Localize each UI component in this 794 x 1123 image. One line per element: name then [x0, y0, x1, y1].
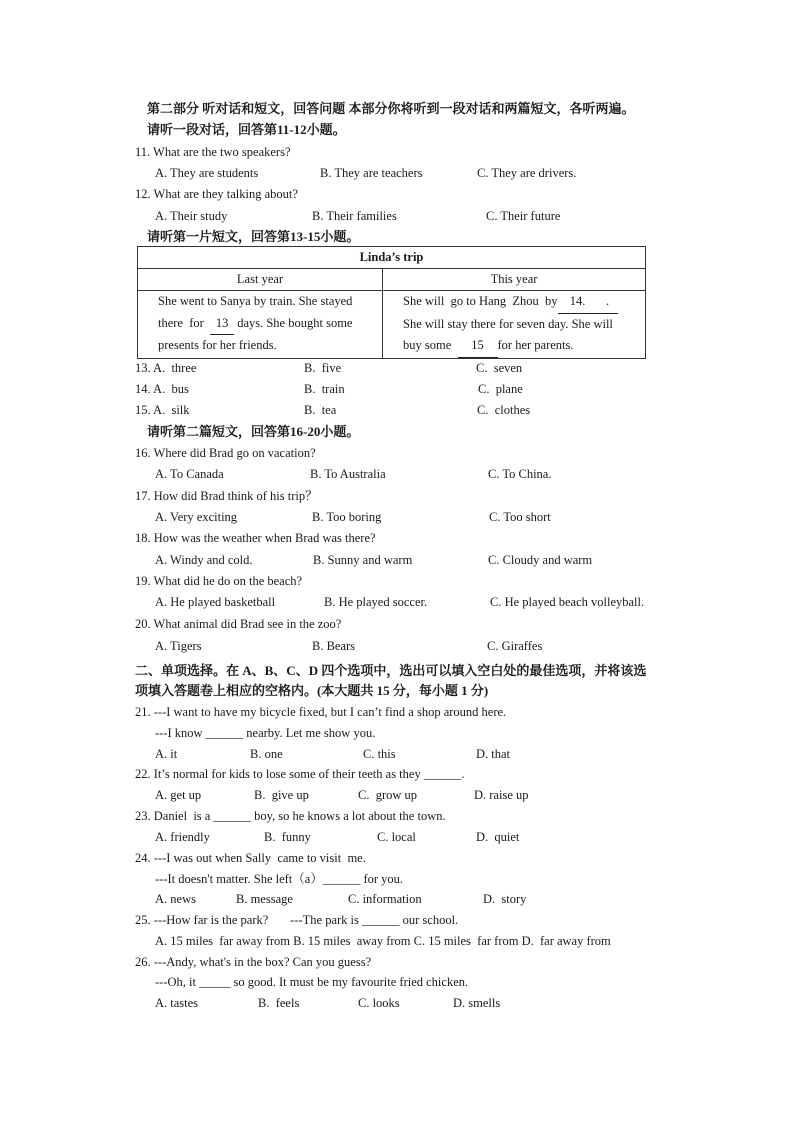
right-line-2: She will stay there for seven day. She will: [403, 316, 613, 331]
q26-option-b: B. feels: [258, 996, 300, 1010]
q13-option-c: C. seven: [476, 361, 523, 375]
q13-option-b: B. five: [304, 361, 342, 375]
q16-option-a: A. To Canada: [155, 467, 224, 481]
q16-option-b: B. To Australia: [310, 467, 386, 481]
q11-option-a: A. They are students: [155, 166, 259, 180]
q21-line2: ---I know ______ nearby. Let me show you.: [155, 726, 376, 740]
linda-trip-table: [137, 246, 646, 359]
q12-option-c: C. Their future: [486, 209, 561, 223]
q25-line1: 25. ---How far is the park? ---The park is ______ our school.: [135, 913, 459, 927]
q23-option-d: D. quiet: [476, 830, 520, 844]
q11-option-c: C. They are drivers.: [477, 166, 577, 180]
q19-question: 19. What did he do on the beach?: [135, 574, 303, 588]
q23-option-a: A. friendly: [155, 830, 210, 844]
q19-option-b: B. He played soccer.: [324, 595, 428, 609]
q11-option-b: B. They are teachers: [320, 166, 423, 180]
q12-option-b: B. Their families: [312, 209, 397, 223]
q26-line2: ---Oh, it _____ so good. It must be my favourite fried chicken.: [155, 975, 469, 989]
right-line-1: She will go to Hang Zhou by 14..: [403, 291, 639, 314]
blank-13: 13: [210, 313, 234, 336]
table-cell-last-year: [138, 291, 383, 359]
q26-option-a: A. tastes: [155, 996, 199, 1010]
part2-sub2: 请听第一片短文，回答第13-15小题。: [147, 229, 360, 244]
section2-heading-line2: 项填入答题卷上相应的空格内。(本大题共 15 分，每小题 1 分): [135, 683, 489, 698]
q14-option-c: C. plane: [478, 382, 523, 396]
q20-option-c: C. Giraffes: [487, 639, 543, 653]
q25-options: A. 15 miles far away from B. 15 miles away from C. 15 miles far from D. far away from: [155, 934, 611, 948]
q26-option-d: D. smells: [453, 996, 501, 1010]
q16-option-c: C. To China.: [488, 467, 552, 481]
q14-option-a: 14. A. bus: [135, 382, 189, 396]
q21-option-c: C. this: [363, 747, 396, 761]
q24-line1: 24. ---I was out when Sally came to visit me.: [135, 851, 366, 865]
q23-option-b: B. funny: [264, 830, 311, 844]
q20-option-b: B. Bears: [312, 639, 356, 653]
section2-heading-line1: 二、单项选择。在 A、B、C、D 四个选项中，选出可以填入空白处的最佳选项，并将该选: [135, 663, 647, 678]
q22-option-a: A. get up: [155, 788, 202, 802]
table-col-this-year: This year: [383, 269, 646, 291]
blank-15: 15: [458, 335, 498, 358]
q24-option-a: A. news: [155, 892, 196, 906]
table-cell-this-year: [383, 291, 646, 359]
right-line-3: buy some 15 for her parents.: [403, 335, 639, 358]
part2-sub3: 请听第二篇短文，回答第16-20小题。: [147, 424, 360, 439]
table-col-last-year: Last year: [138, 269, 383, 291]
part2-sub1: 请听一段对话，回答第11-12小题。: [147, 122, 346, 137]
left-line-2: there for 13 days. She bought some: [158, 313, 376, 336]
q17-option-b: B. Too boring: [312, 510, 382, 524]
q22-option-d: D. raise up: [474, 788, 529, 802]
q16-question: 16. Where did Brad go on vacation?: [135, 446, 316, 460]
q20-question: 20. What animal did Brad see in the zoo?: [135, 617, 342, 631]
q11-question: 11. What are the two speakers?: [135, 145, 291, 159]
q22-line1: 22. It’s normal for kids to lose some of their teeth as they ______.: [135, 767, 465, 781]
q21-option-d: D. that: [476, 747, 511, 761]
q21-line1: 21. ---I want to have my bicycle fixed, but I can’t find a shop around here.: [135, 705, 507, 719]
q19-option-a: A. He played basketball: [155, 595, 276, 609]
q13-option-a: 13. A. three: [135, 361, 197, 375]
q26-line1: 26. ---Andy, what's in the box? Can you guess?: [135, 955, 372, 969]
blank-14: 14.: [558, 291, 598, 314]
left-line-1: She went to Sanya by train. She stayed: [158, 294, 353, 308]
q18-option-a: A. Windy and cold.: [155, 553, 253, 567]
q22-option-c: C. grow up: [358, 788, 418, 802]
q17-option-a: A. Very exciting: [155, 510, 238, 524]
q19-option-c: C. He played beach volleyball.: [490, 595, 645, 609]
q18-question: 18. How was the weather when Brad was there?: [135, 531, 376, 545]
q22-option-b: B. give up: [254, 788, 309, 802]
part2-heading: 第二部分 听对话和短文，回答问题 本部分你将听到一段对话和两篇短文，各听两遍。: [147, 101, 635, 116]
q23-option-c: C. local: [377, 830, 416, 844]
left-line-3: presents for her friends.: [158, 338, 277, 352]
q17-option-c: C. Too short: [489, 510, 551, 524]
q17-question: 17. How did Brad think of his trip？: [135, 489, 318, 503]
q26-option-c: C. looks: [358, 996, 400, 1010]
q23-line1: 23. Daniel is a ______ boy, so he knows a lot about the town.: [135, 809, 446, 823]
q12-question: 12. What are they talking about?: [135, 187, 298, 201]
q15-option-b: B. tea: [304, 403, 337, 417]
q15-option-c: C. clothes: [477, 403, 531, 417]
q14-option-b: B. train: [304, 382, 345, 396]
q24-option-c: C. information: [348, 892, 422, 906]
q15-option-a: 15. A. silk: [135, 403, 190, 417]
q18-option-c: C. Cloudy and warm: [488, 553, 593, 567]
table-title: Linda’s trip: [138, 247, 646, 269]
q18-option-b: B. Sunny and warm: [313, 553, 413, 567]
q20-option-a: A. Tigers: [155, 639, 202, 653]
q12-option-a: A. Their study: [155, 209, 228, 223]
q24-option-d: D. story: [483, 892, 527, 906]
q21-option-b: B. one: [250, 747, 283, 761]
q24-option-b: B. message: [236, 892, 293, 906]
q21-option-a: A. it: [155, 747, 178, 761]
q24-line2: ---It doesn't matter. She left（a）______ for you.: [155, 872, 404, 886]
